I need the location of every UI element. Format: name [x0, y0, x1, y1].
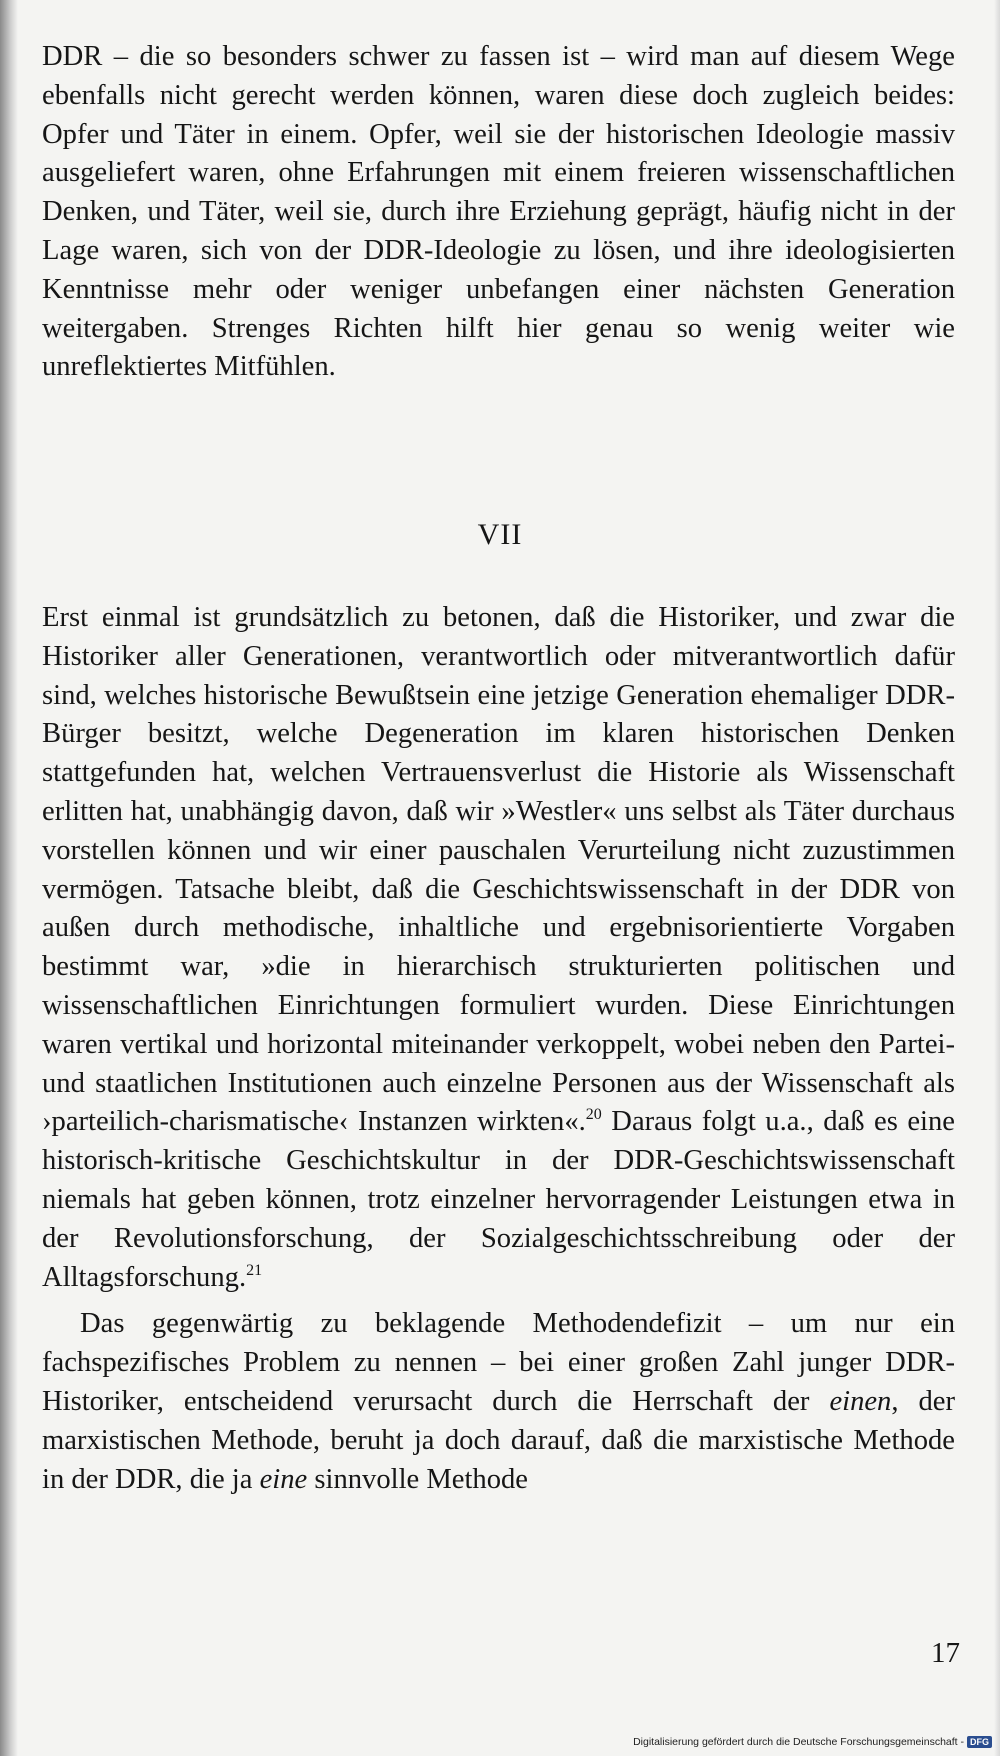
paragraph [42, 1305, 955, 1499]
emphasis: eine [259, 1463, 308, 1495]
page-number: 17 [931, 1637, 960, 1669]
text-block-upper [42, 38, 955, 387]
text-run: Erst einmal ist grundsätzlich zu betonen, daß die Historiker, und zwar die Historiker aller Generationen, verantwortlich oder mitverantwortlich dafür sind, welches historische Bewußtsein eine jetzige Generation ehemaliger DDR-Bürger besitzt, welche Degeneration im klaren historischen Denken stattgefunden hat, welchen Vertrauensverlust die Historie als Wissenschaft erlitten hat, unabhängig davon, daß wir »Westler« uns selbst als Täter durchaus vorstellen können und wir einer pauschalen Verurteilung nicht zuzustimmen vermögen. Tatsache bleibt, daß die Geschichtswissenschaft in der DDR von außen durch methodische, inhaltliche und ergebnisorientierte Vorgaben bestimmt war, »die in hierarchisch strukturierten politischen und wissenschaftlichen Einrichtungen formuliert wurden. Diese Einrichtungen waren vertikal und horizontal miteinander verkoppelt, wobei neben den Partei- und staatlichen Institutionen auch einzelne Personen aus der Wissenschaft als ›parteilich-charismatische‹ Instanzen wirkten«. [42, 602, 955, 1138]
paragraph [42, 599, 955, 1297]
digitization-note: Digitalisierung gefördert durch die Deutsche Forschungsgemeinschaft - [633, 1736, 964, 1748]
book-spine-shadow [0, 0, 18, 1756]
text-run: sinnvolle Methode [307, 1463, 528, 1495]
section-heading: VII [477, 518, 523, 551]
page-edge-shadow [994, 0, 1000, 1756]
text-run: Daraus folgt u.a., daß es eine historisch-kritische Geschichtskultur in der DDR-Geschichtswissenschaft niemals hat geben können, trotz einzelner hervorragender Leistungen etwa in der Revolutionsforschung, der Sozialgeschichtsschreibung oder der Alltagsforschung. [42, 1106, 955, 1293]
text-run: DDR – die so besonders schwer zu fassen ist – wird man auf diesem Wege ebenfalls nicht gerecht werden können, waren diese doch zugleich beides: Opfer und Täter in einem. Opfer, weil sie der historischen Ideologie massiv ausgeliefert waren, ohne Erfahrungen mit einem freieren wissenschaftlichen Denken, und Täter, weil sie, durch ihre Erziehung geprägt, häufig nicht in der Lage waren, sich von der DDR-Ideologie zu lösen, und ihre ideologisierten Kenntnisse mehr oder weniger unbefangen einer nächsten Generation weitergaben. Strenges Richten hilft hier genau so wenig weiter wie unreflektiertes Mitfühlen. [42, 41, 955, 383]
digitization-footer [633, 1736, 992, 1748]
text-block-lower [42, 599, 955, 1499]
footnote-marker: 21 [246, 1261, 263, 1279]
paragraph [42, 38, 955, 387]
footnote-marker: 20 [585, 1106, 602, 1124]
text-run: , der marxistischen Methode, beruht ja doch darauf, daß die marxistische Methode in der DDR, die ja [42, 1385, 956, 1495]
dfg-logo: DFG [967, 1736, 992, 1748]
emphasis: einen [829, 1385, 892, 1417]
text-run: Das gegenwärtig zu beklagende Methodendefizit – um nur ein fachspezifisches Problem zu nennen – bei einer großen Zahl junger DDR-Historiker, entscheidend verursacht durch die Herrschaft der [42, 1308, 955, 1417]
